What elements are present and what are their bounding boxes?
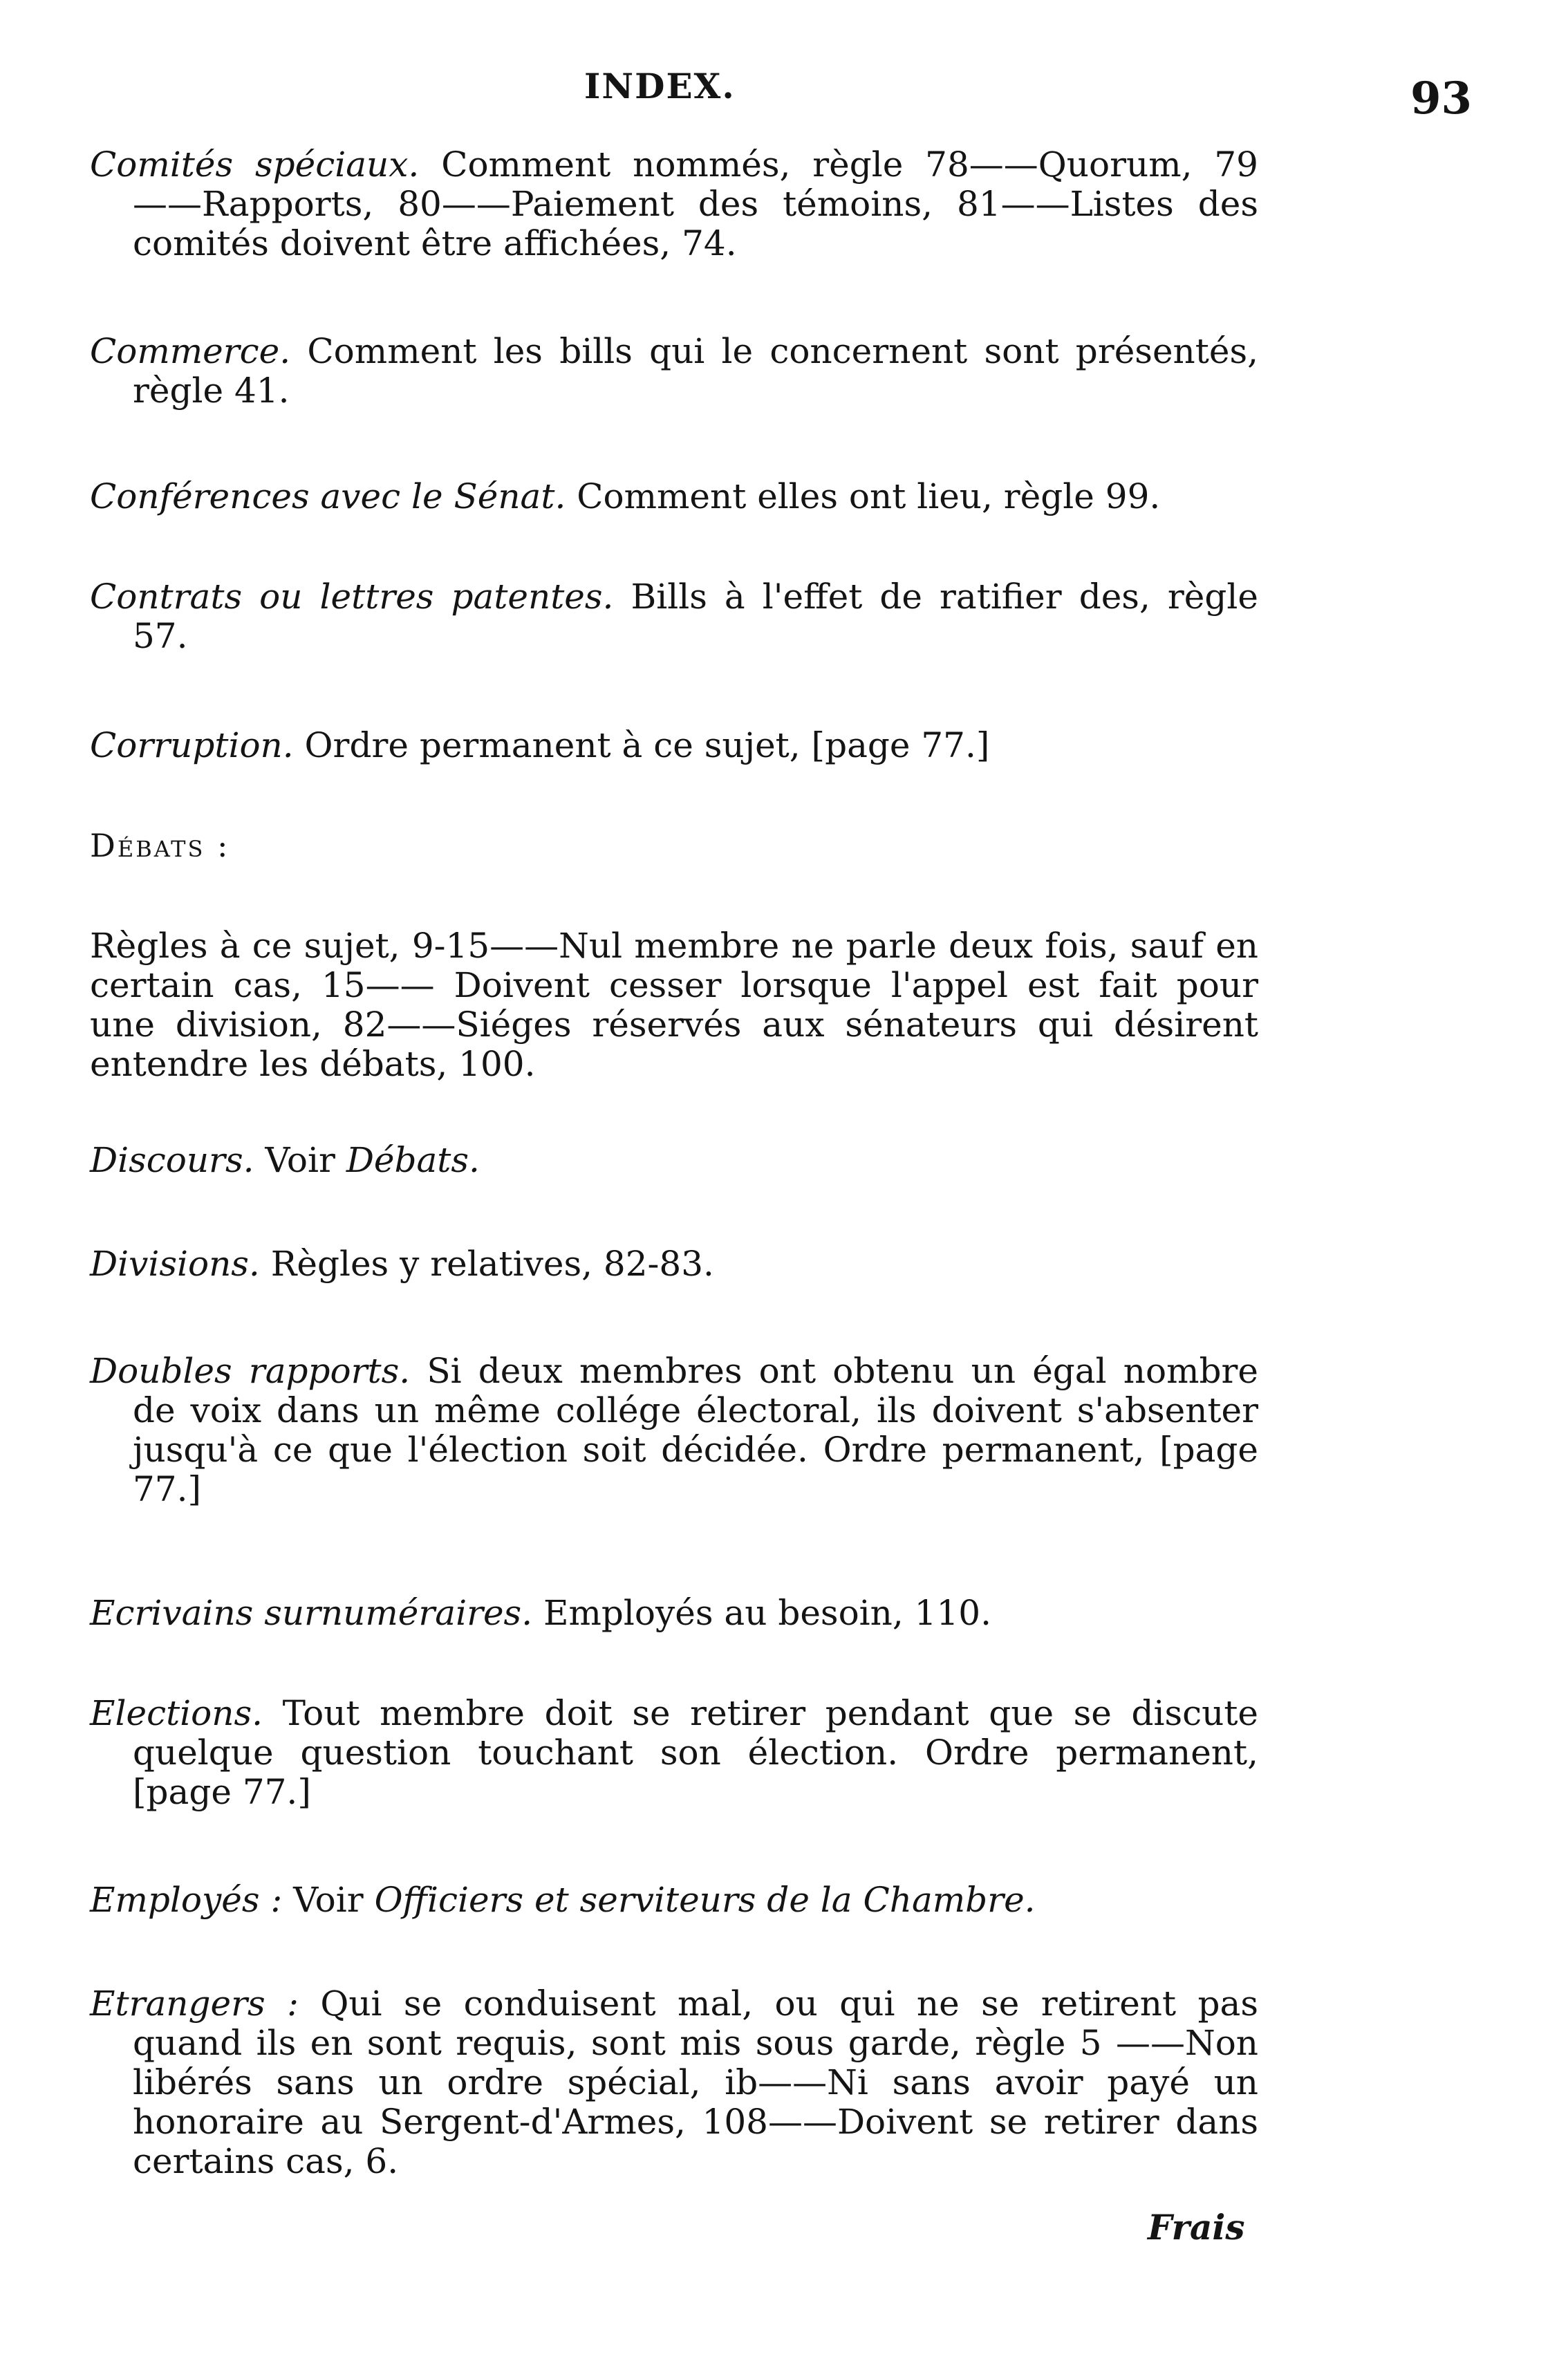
cross-reference: Débats. xyxy=(346,1140,480,1180)
index-term: Discours. xyxy=(90,1140,254,1180)
index-entry-contrats xyxy=(90,577,1258,656)
index-text: Employés au besoin, 110. xyxy=(532,1593,991,1633)
index-entry-divisions xyxy=(90,1244,1258,1284)
index-entry-corruption xyxy=(90,726,1258,765)
catchword: Frais xyxy=(1148,2207,1245,2248)
index-entry-conferences xyxy=(90,477,1258,516)
running-head xyxy=(0,66,1568,124)
index-term: Conférences avec le Sénat. xyxy=(90,476,566,516)
cross-reference: Officiers et serviteurs de la Chambre. xyxy=(374,1880,1036,1920)
index-text: Si deux membres ont obtenu un égal nombre de voix dans un même collége électoral, ils doivent s'absenter jusqu'à ce que l'élection soit décidée. Ordre permanent, [page 77.] xyxy=(133,1351,1258,1509)
index-term: Commerce. xyxy=(90,331,291,371)
page-number: 93 xyxy=(1410,73,1473,124)
index-term: Ecrivains surnuméraires. xyxy=(90,1593,533,1633)
index-term: Elections. xyxy=(90,1693,263,1733)
index-term: Comités spéciaux. xyxy=(90,144,420,185)
index-text: Comment les bills qui le concernent sont présentés, règle 41. xyxy=(133,331,1258,411)
index-term: Corruption. xyxy=(90,725,294,765)
index-entry-commerce xyxy=(90,332,1258,411)
index-entry-employes xyxy=(90,1881,1258,1920)
index-text: Comment nommés, règle 78——Quorum, 79——Rapports, 80——Paiement des témoins, 81——Listes des comités doivent être affichées, 74. xyxy=(133,144,1258,263)
index-text: Qui se conduisent mal, ou qui ne se retirent pas quand ils en sont requis, sont mis sous garde, règle 5 ——Non libérés sans un ordre spécial, ib——Ni sans avoir payé un honoraire au Sergent-d'Armes, 108——Doivent se retirer dans certains cas, 6. xyxy=(133,1984,1258,2181)
index-text: Voir xyxy=(254,1140,346,1180)
index-term: Etrangers : xyxy=(90,1984,299,2024)
page-title: INDEX. xyxy=(584,66,736,106)
index-entry-etrangers xyxy=(90,1984,1258,2181)
index-text: Voir xyxy=(282,1880,375,1920)
index-entry-comites-speciaux xyxy=(90,145,1258,263)
index-term: Contrats ou lettres patentes. xyxy=(90,577,614,617)
index-text: Bills à l'effet de ratifier des, règle 57. xyxy=(133,577,1258,656)
index-text: Tout membre doit se retirer pendant que se discute quelque question touchant son élection. Ordre permanent, [page 77.] xyxy=(133,1693,1258,1812)
index-text: Règles y relatives, 82-83. xyxy=(259,1244,714,1284)
index-entry-ecrivains xyxy=(90,1594,1258,1633)
index-term: Employés : xyxy=(90,1880,283,1920)
index-entry-discours xyxy=(90,1141,1258,1180)
index-entry-doubles-rapports xyxy=(90,1352,1258,1509)
index-entry-debats-rules: Règles à ce sujet, 9-15——Nul membre ne parle deux fois, sauf en certain cas, 15—— Doivent cesser lorsque l'appel est fait pour une division, 82——Siéges réservés aux sénateurs qui désirent entendre les débats, 100. xyxy=(90,926,1258,1084)
index-entry-elections xyxy=(90,1694,1258,1812)
index-text: Ordre permanent à ce sujet, [page 77.] xyxy=(293,725,990,765)
index-term: Doubles rapports. xyxy=(90,1351,411,1391)
index-text: Comment elles ont lieu, règle 99. xyxy=(566,476,1161,516)
index-term: Divisions. xyxy=(90,1244,260,1284)
section-heading-debats: Débats : xyxy=(90,827,230,864)
